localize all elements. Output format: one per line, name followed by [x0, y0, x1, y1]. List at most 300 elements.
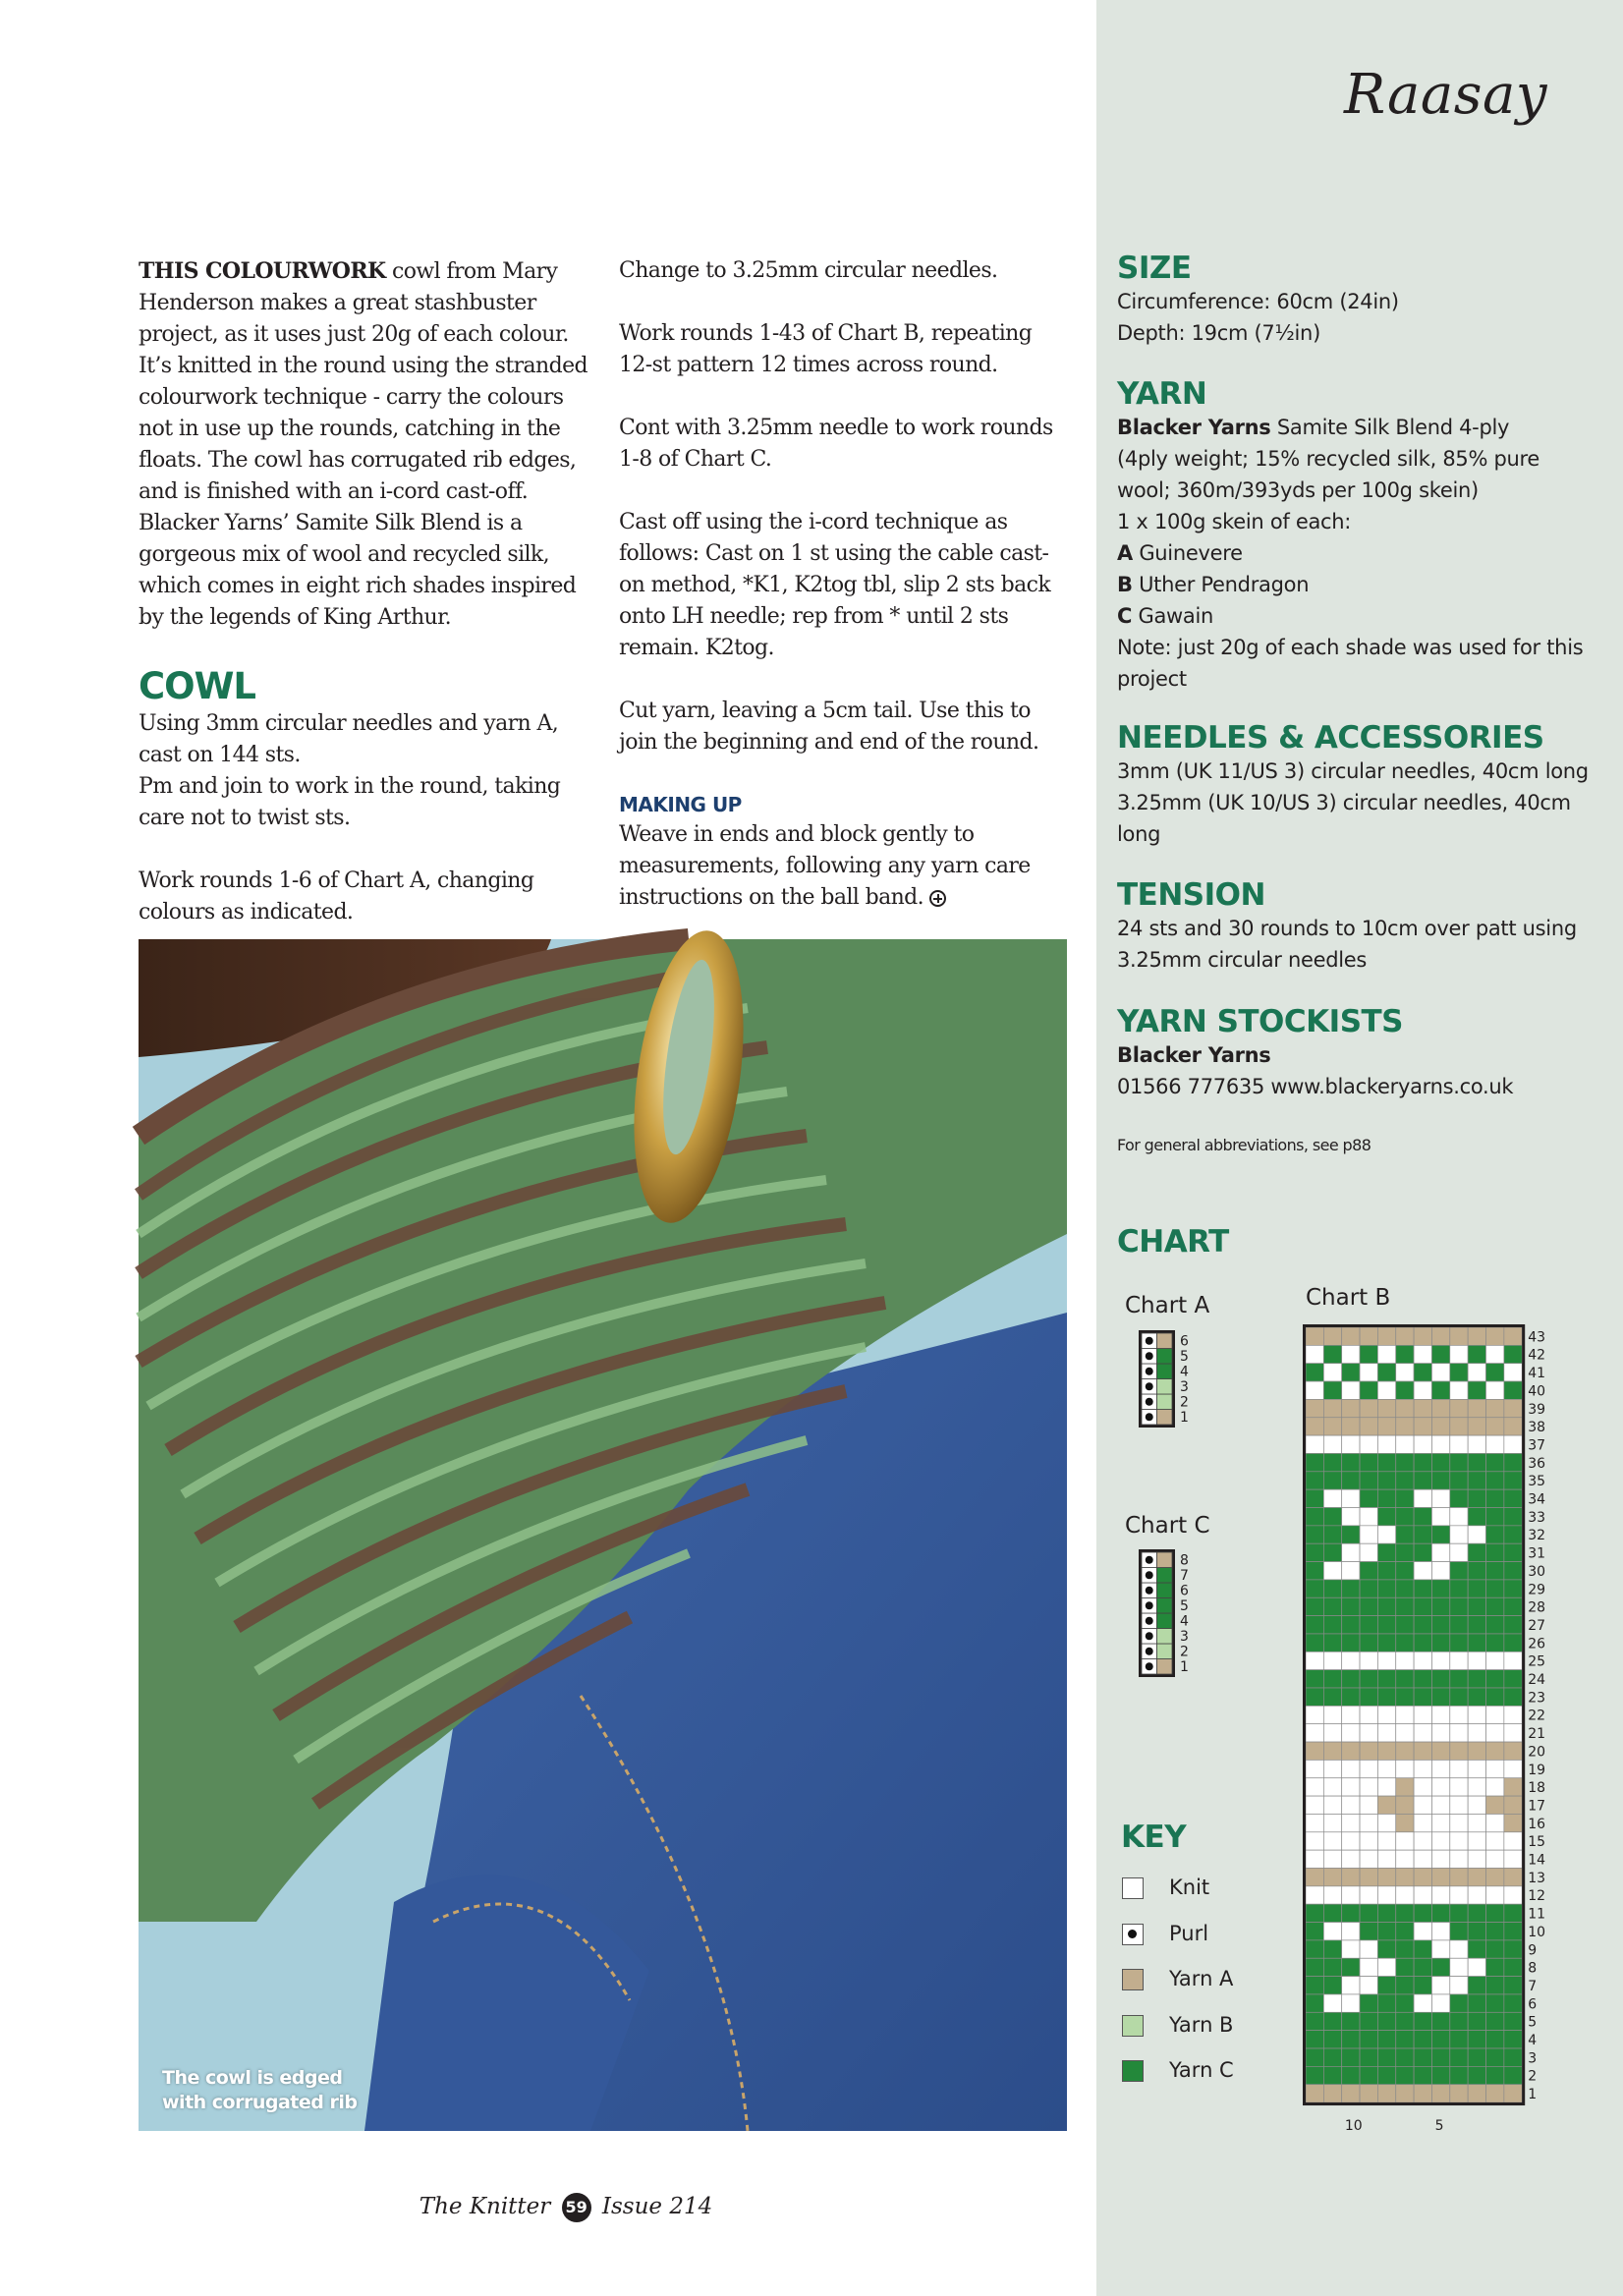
chart-b-cell — [1414, 1634, 1431, 1652]
chart-c-cell — [1157, 1568, 1173, 1584]
yarn-brand: Blacker Yarns — [1117, 416, 1271, 439]
cowl-photo — [139, 939, 1067, 2131]
chart-b-column-number: 5 — [1434, 2118, 1444, 2135]
cowl-photo-illustration — [139, 939, 1067, 2131]
chart-b-row-number: 25 — [1528, 1653, 1546, 1670]
chart-b-row-number: 30 — [1528, 1563, 1546, 1580]
chart-b-cell — [1468, 1994, 1485, 2012]
chart-c-row-number: 8 — [1180, 1552, 1189, 1569]
chart-b-cell — [1414, 1597, 1431, 1615]
chart-b-cell — [1431, 1580, 1449, 1597]
chart-b-cell — [1468, 1526, 1485, 1543]
chart-b-cell — [1323, 1670, 1341, 1688]
chart-b-cell — [1396, 1345, 1414, 1363]
chart-b-cell — [1360, 1364, 1377, 1381]
chart-b-cell — [1414, 1869, 1431, 1886]
chart-b-cell — [1450, 1652, 1468, 1669]
chart-b-cell — [1486, 1435, 1504, 1453]
chart-b-cell — [1486, 1652, 1504, 1669]
chart-b-cell — [1323, 1526, 1341, 1543]
chart-b-cell — [1486, 1923, 1504, 1940]
chart-b-cell — [1396, 1381, 1414, 1399]
cowl-instructions — [139, 708, 590, 834]
chart-b-cell — [1306, 2066, 1323, 2084]
tension-heading: TENSION — [1117, 877, 1265, 913]
chart-b-cell — [1306, 1886, 1323, 1904]
chart-b-cell — [1377, 1381, 1395, 1399]
chart-a-purl-dot — [1146, 1337, 1153, 1345]
chart-b-cell — [1486, 1977, 1504, 1994]
chart-b-cell — [1504, 2085, 1522, 2102]
chart-b-cell — [1504, 2012, 1522, 2030]
chart-b-cell — [1396, 1958, 1414, 1976]
chart-a-purl-dot — [1146, 1382, 1153, 1390]
chart-b-cell — [1396, 1977, 1414, 1994]
chart-b-cell — [1450, 1364, 1468, 1381]
yarn-c-line — [1117, 600, 1589, 632]
chart-b-cell — [1323, 1977, 1341, 1994]
chart-b-cell — [1360, 1508, 1377, 1526]
chart-b-cell — [1486, 1345, 1504, 1363]
chart-b-cell — [1450, 1869, 1468, 1886]
chart-b-cell — [1504, 1724, 1522, 1742]
chart-b-cell — [1306, 1796, 1323, 1814]
chart-b-cell — [1504, 1327, 1522, 1345]
chart-b-cell — [1306, 1345, 1323, 1363]
chart-b-cell — [1450, 1327, 1468, 1345]
chart-b-cell — [1360, 1869, 1377, 1886]
chart-b-cell — [1323, 2031, 1341, 2048]
chart-b-row-number: 26 — [1528, 1636, 1546, 1652]
intro-lead: THIS COLOURWORK — [139, 258, 386, 284]
chart-b-cell — [1360, 1742, 1377, 1760]
chart-b-cell — [1414, 1364, 1431, 1381]
needles-325mm: 3.25mm (UK 10/US 3) circular needles, 40cm long — [1117, 791, 1571, 846]
chart-b-cell — [1486, 1543, 1504, 1561]
chart-b-cell — [1486, 1526, 1504, 1543]
chart-b-cell — [1486, 1706, 1504, 1723]
page-title: Raasay — [1344, 63, 1547, 127]
chart-b-cell — [1377, 2066, 1395, 2084]
chart-b-row-number: 12 — [1528, 1888, 1546, 1905]
chart-b-cell — [1450, 1580, 1468, 1597]
chart-b-cell — [1360, 1886, 1377, 1904]
chart-b-cell — [1342, 1453, 1360, 1471]
chart-b-cell — [1486, 2066, 1504, 2084]
making-up-body — [619, 819, 1071, 914]
chart-c-cell — [1157, 1644, 1173, 1659]
chart-b-cell — [1360, 1418, 1377, 1435]
cut-yarn-instruction: Cut yarn, leaving a 5cm tail. Use this to join the beginning and end of the round. — [619, 699, 1039, 755]
chart-b-cell — [1306, 1453, 1323, 1471]
chart-b-cell — [1323, 1760, 1341, 1777]
chart-b-cell — [1306, 1688, 1323, 1706]
chart-b-cell — [1323, 2066, 1341, 2084]
chart-b-cell — [1377, 1706, 1395, 1723]
chart-b-cell — [1396, 1543, 1414, 1561]
chart-b-cell — [1377, 1923, 1395, 1940]
chart-b-cell — [1323, 2085, 1341, 2102]
chart-b-cell — [1504, 1597, 1522, 1615]
chart-a-purl-dot — [1146, 1352, 1153, 1360]
chart-b-cell — [1450, 1616, 1468, 1634]
chart-b-cell — [1396, 1327, 1414, 1345]
yarn-description: (4ply weight; 15% recycled silk, 85% pure wool; 360m/393yds per 100g skein) — [1117, 447, 1540, 502]
chart-b-cell — [1342, 2012, 1360, 2030]
chart-b-cell — [1342, 1634, 1360, 1652]
chart-b-cell — [1342, 1977, 1360, 1994]
chart-c-purl-dot — [1146, 1571, 1153, 1579]
chart-b-cell — [1468, 1364, 1485, 1381]
chart-b-cell — [1414, 1526, 1431, 1543]
yarn-b-name: Uther Pendragon — [1132, 573, 1310, 596]
chart-b-cell — [1342, 1923, 1360, 1940]
chart-b-cell — [1323, 1543, 1341, 1561]
chart-a-cell — [1157, 1364, 1173, 1379]
chart-b-cell — [1342, 1526, 1360, 1543]
chart-b-cell — [1323, 1869, 1341, 1886]
chart-b-cell — [1360, 1670, 1377, 1688]
chart-b-cell — [1431, 1778, 1449, 1796]
chart-b-cell — [1377, 1399, 1395, 1417]
chart-b-cell — [1504, 2066, 1522, 2084]
chart-b-cell — [1468, 1634, 1485, 1652]
chart-b-cell — [1306, 1364, 1323, 1381]
chart-b-cell — [1468, 2031, 1485, 2048]
chart-a-row-number: 3 — [1180, 1379, 1189, 1395]
chart-b-row-number: 42 — [1528, 1347, 1546, 1364]
chart-b-cell — [1342, 1381, 1360, 1399]
chart-b-cell — [1431, 1453, 1449, 1471]
chart-b-cell — [1450, 2031, 1468, 2048]
chart-b-cell — [1414, 1652, 1431, 1669]
cast-off-instruction: Cast off using the i-cord technique as follows: Cast on 1 st using the cable cast-on method, *K1, K2tog tbl, slip 2 sts back onto LH needle; rep from * until 2 sts remain. K2tog. — [619, 510, 1051, 660]
chart-b-row-number: 23 — [1528, 1690, 1546, 1707]
chart-b-cell — [1342, 1508, 1360, 1526]
chart-b-cell — [1306, 1940, 1323, 1958]
chart-b-cell — [1486, 1670, 1504, 1688]
chart-b-cell — [1323, 1742, 1341, 1760]
chart-b-cell — [1377, 1345, 1395, 1363]
chart-b-cell — [1396, 1760, 1414, 1777]
chart-b-cell — [1396, 1670, 1414, 1688]
chart-b-cell — [1396, 1869, 1414, 1886]
chart-b-cell — [1306, 1597, 1323, 1615]
chart-b-cell — [1431, 1381, 1449, 1399]
chart-b-cell — [1360, 1543, 1377, 1561]
chart-b-cell — [1414, 1760, 1431, 1777]
stockists-contact: 01566 777635 www.blackeryarns.co.uk — [1117, 1075, 1514, 1098]
chart-b-cell — [1377, 1760, 1395, 1777]
yarn-section — [1117, 376, 1589, 695]
chart-b-cell — [1431, 1886, 1449, 1904]
chart-b-cell — [1414, 1706, 1431, 1723]
making-up-text: Weave in ends and block gently to measurements, following any yarn care instructions on the ball band. — [619, 822, 1031, 910]
chart-c-purl-dot — [1146, 1587, 1153, 1595]
chart-b-cell — [1450, 1977, 1468, 1994]
chart-b-cell — [1431, 1869, 1449, 1886]
chart-b-cell — [1396, 1364, 1414, 1381]
chart-b-row-number: 37 — [1528, 1437, 1546, 1454]
chart-b-cell — [1377, 1526, 1395, 1543]
chart-b-cell — [1486, 1958, 1504, 1976]
chart-b-cell — [1342, 1327, 1360, 1345]
chart-b-cell — [1468, 1904, 1485, 1922]
chart-b-cell — [1323, 1923, 1341, 1940]
chart-b-cell — [1306, 1670, 1323, 1688]
chart-b-cell — [1450, 1994, 1468, 2012]
chart-c-row-number: 4 — [1180, 1613, 1189, 1630]
chart-b-cell — [1377, 1994, 1395, 2012]
chart-a-cell — [1157, 1333, 1173, 1349]
size-depth: Depth: 19cm (7½in) — [1117, 321, 1320, 345]
chart-b-cell — [1504, 1760, 1522, 1777]
chart-b-cell — [1342, 1472, 1360, 1489]
chart-c-row-number: 1 — [1180, 1659, 1189, 1675]
chart-b-cell — [1323, 1940, 1341, 1958]
chart-b-cell — [1342, 1958, 1360, 1976]
chart-b-cell — [1450, 1508, 1468, 1526]
needles-3mm: 3mm (UK 11/US 3) circular needles, 40cm long — [1117, 759, 1589, 783]
chart-b-cell — [1450, 1940, 1468, 1958]
article-column-1 — [139, 255, 590, 960]
chart-b-cell — [1377, 1652, 1395, 1669]
chart-b-cell — [1360, 1435, 1377, 1453]
key-label: Purl — [1169, 1921, 1209, 1945]
chart-b-cell — [1504, 1742, 1522, 1760]
chart-b-cell — [1306, 1616, 1323, 1634]
chart-b-cell — [1431, 2048, 1449, 2066]
chart-b-cell — [1323, 1508, 1341, 1526]
chart-a-purl-dot — [1146, 1368, 1153, 1375]
chart-b-row-number: 27 — [1528, 1617, 1546, 1634]
chart-heading: CHART — [1117, 1224, 1229, 1260]
chart-b-cell — [1486, 1634, 1504, 1652]
chart-b-instruction: Work rounds 1-43 of Chart B, repeating 12-st pattern 12 times across round. — [619, 321, 1033, 377]
chart-b-cell — [1486, 1940, 1504, 1958]
chart-b-cell — [1504, 1364, 1522, 1381]
chart-b-cell — [1396, 1508, 1414, 1526]
chart-b-row-number: 13 — [1528, 1870, 1546, 1886]
chart-b-cell — [1414, 1472, 1431, 1489]
chart-b-cell — [1396, 2066, 1414, 2084]
chart-b-cell — [1431, 1472, 1449, 1489]
chart-b-cell — [1360, 1580, 1377, 1597]
chart-b-cell — [1431, 1688, 1449, 1706]
chart-b-cell — [1396, 2048, 1414, 2066]
chart-a-row-number: 1 — [1180, 1410, 1189, 1426]
chart-b-cell — [1323, 1652, 1341, 1669]
chart-b-cell — [1414, 1904, 1431, 1922]
chart-b-cell — [1414, 1616, 1431, 1634]
chart-b-cell — [1377, 1742, 1395, 1760]
chart-b-cell — [1450, 1923, 1468, 1940]
chart-b-cell — [1431, 1508, 1449, 1526]
chart-a-row-number: 2 — [1180, 1394, 1189, 1411]
chart-b-cell — [1450, 1418, 1468, 1435]
chart-b-cell — [1486, 1760, 1504, 1777]
chart-b-cell — [1323, 1886, 1341, 1904]
chart-b-cell — [1360, 1940, 1377, 1958]
purl-dot-icon — [1128, 1930, 1137, 1938]
chart-b-cell — [1396, 1489, 1414, 1507]
yarn-a-line — [1117, 537, 1589, 569]
chart-b-cell — [1468, 1724, 1485, 1742]
key-label: Knit — [1169, 1876, 1210, 1899]
chart-b-cell — [1377, 1489, 1395, 1507]
chart-b-cell — [1342, 1724, 1360, 1742]
chart-b-cell — [1431, 1977, 1449, 1994]
chart-b-cell — [1486, 1327, 1504, 1345]
chart-b-cell — [1323, 1778, 1341, 1796]
chart-b-cell — [1396, 1923, 1414, 1940]
chart-b-cell — [1468, 1977, 1485, 1994]
chart-a-cell — [1157, 1379, 1173, 1395]
chart-b-row-number: 1 — [1528, 2087, 1538, 2103]
chart-b-cell — [1377, 1616, 1395, 1634]
cowl-cast-on-text: Using 3mm circular needles and yarn A, cast on 144 sts. — [139, 711, 559, 767]
chart-b-cell — [1377, 1634, 1395, 1652]
key-swatch — [1122, 2060, 1144, 2082]
chart-b-cell — [1504, 1381, 1522, 1399]
chart-b-cell — [1414, 1508, 1431, 1526]
cowl-chart-a-text: Work rounds 1-6 of Chart A, changing colours as indicated. — [139, 868, 534, 924]
chart-c-purl-dot — [1146, 1556, 1153, 1564]
chart-b-cell — [1414, 1399, 1431, 1417]
chart-b-cell — [1468, 1399, 1485, 1417]
chart-b-cell — [1504, 1977, 1522, 1994]
chart-c-instruction: Cont with 3.25mm needle to work rounds 1-8 of Chart C. — [619, 416, 1053, 472]
yarn-name: Samite Silk Blend 4-ply — [1270, 416, 1510, 439]
chart-b-cell — [1360, 1489, 1377, 1507]
chart-b-cell — [1306, 2048, 1323, 2066]
chart-b-cell — [1431, 1760, 1449, 1777]
chart-b-cell — [1377, 1562, 1395, 1580]
chart-b-cell — [1377, 1580, 1395, 1597]
chart-b-cell — [1468, 1940, 1485, 1958]
chart-b-row-number: 4 — [1528, 2033, 1538, 2048]
yarn-note: Note: just 20g of each shade was used for this project — [1117, 636, 1584, 691]
chart-b-cell — [1468, 1597, 1485, 1615]
chart-b-cell — [1396, 2031, 1414, 2048]
chart-b-cell — [1468, 1652, 1485, 1669]
chart-b-cell — [1504, 1453, 1522, 1471]
chart-b-cell — [1360, 1958, 1377, 1976]
making-up-heading: MAKING UP — [619, 793, 742, 816]
chart-b-cell — [1486, 1886, 1504, 1904]
chart-a-purl-dot — [1146, 1413, 1153, 1421]
chart-b-cell — [1414, 2048, 1431, 2066]
chart-b-cell — [1414, 1345, 1431, 1363]
chart-a-row-number: 4 — [1180, 1364, 1189, 1380]
chart-b-cell — [1360, 1760, 1377, 1777]
chart-c-row-number: 7 — [1180, 1568, 1189, 1584]
chart-b-cell — [1396, 1652, 1414, 1669]
stockists-section — [1117, 1004, 1589, 1102]
tension-body: 24 sts and 30 rounds to 10cm over patt using 3.25mm circular needles — [1117, 917, 1577, 972]
size-heading: SIZE — [1117, 251, 1192, 286]
chart-b-cell — [1504, 1435, 1522, 1453]
chart-b-cell — [1504, 1796, 1522, 1814]
chart-b-cell — [1342, 1418, 1360, 1435]
chart-b-cell — [1468, 2085, 1485, 2102]
chart-b-row-number: 40 — [1528, 1383, 1546, 1400]
chart-b-cell — [1396, 1706, 1414, 1723]
chart-b-cell — [1360, 1472, 1377, 1489]
chart-b-cell — [1306, 1543, 1323, 1561]
chart-b-cell — [1504, 1958, 1522, 1976]
chart-b-cell — [1504, 1580, 1522, 1597]
chart-b-cell — [1342, 1940, 1360, 1958]
chart-b-cell — [1360, 1977, 1377, 1994]
chart-b-cell — [1468, 1688, 1485, 1706]
chart-b-row-number: 14 — [1528, 1852, 1546, 1869]
intro-body: cowl from Mary Henderson makes a great stashbuster project, as it uses just 20g of each colour. It’s knitted in the round using the stranded colourwork technique - carry the colours not in use up the rounds, catching in the floats. The cowl has corrugated rib edges, and is finished with an i-cord cast-off. Blacker Yarns’ Samite Silk Blend is a gorgeous mix of wool and recycled silk, which comes in eight rich shades inspired by the legends of King Arthur. — [139, 259, 588, 630]
chart-b-cell — [1468, 1760, 1485, 1777]
chart-b-cell — [1431, 1418, 1449, 1435]
chart-b-cell — [1414, 1940, 1431, 1958]
chart-b-row-number: 28 — [1528, 1599, 1546, 1616]
chart-b-cell — [1306, 1724, 1323, 1742]
chart-b-cell — [1306, 1526, 1323, 1543]
chart-b-cell — [1360, 1706, 1377, 1723]
chart-b-cell — [1414, 1381, 1431, 1399]
chart-b-cell — [1414, 2031, 1431, 2048]
chart-b-cell — [1306, 1399, 1323, 1417]
chart-b-cell — [1306, 2085, 1323, 2102]
chart-b-cell — [1486, 1724, 1504, 1742]
chart-b-cell — [1342, 1562, 1360, 1580]
chart-b-cell — [1431, 1616, 1449, 1634]
chart-b-cell — [1342, 1994, 1360, 2012]
chart-b-cell — [1414, 1742, 1431, 1760]
chart-b-cell — [1306, 1472, 1323, 1489]
chart-b-row-number: 32 — [1528, 1528, 1546, 1544]
chart-b-row-number: 18 — [1528, 1780, 1546, 1797]
chart-b-cell — [1323, 1958, 1341, 1976]
chart-b-cell — [1323, 1796, 1341, 1814]
chart-c-cell — [1157, 1598, 1173, 1614]
chart-b-cell — [1468, 1472, 1485, 1489]
chart-b-cell — [1377, 1958, 1395, 1976]
chart-b-cell — [1431, 1634, 1449, 1652]
chart-b-cell — [1396, 1886, 1414, 1904]
article-column-2 — [619, 255, 1071, 945]
chart-b-cell — [1323, 1706, 1341, 1723]
chart-b-cell — [1306, 1778, 1323, 1796]
chart-b-cell — [1414, 1688, 1431, 1706]
chart-b-cell — [1504, 1652, 1522, 1669]
chart-b-cell — [1431, 1435, 1449, 1453]
chart-c-row-number: 6 — [1180, 1583, 1189, 1599]
chart-b-cell — [1306, 1923, 1323, 1940]
chart-b-cell — [1342, 1435, 1360, 1453]
chart-c-purl-dot — [1146, 1617, 1153, 1625]
chart-b-row-number: 10 — [1528, 1924, 1546, 1940]
chart-b-cell — [1360, 1345, 1377, 1363]
chart-b-row-number: 34 — [1528, 1491, 1546, 1508]
stockists-heading: YARN STOCKISTS — [1117, 1004, 1404, 1039]
chart-b-cell — [1414, 1796, 1431, 1814]
chart-b-cell — [1431, 1345, 1449, 1363]
chart-c-label: Chart C — [1125, 1513, 1210, 1539]
chart-b-cell — [1323, 1688, 1341, 1706]
chart-b-cell — [1377, 1724, 1395, 1742]
chart-b-cell — [1450, 1472, 1468, 1489]
chart-b-cell — [1377, 1688, 1395, 1706]
chart-b-cell — [1377, 1670, 1395, 1688]
chart-b-cell — [1431, 1940, 1449, 1958]
